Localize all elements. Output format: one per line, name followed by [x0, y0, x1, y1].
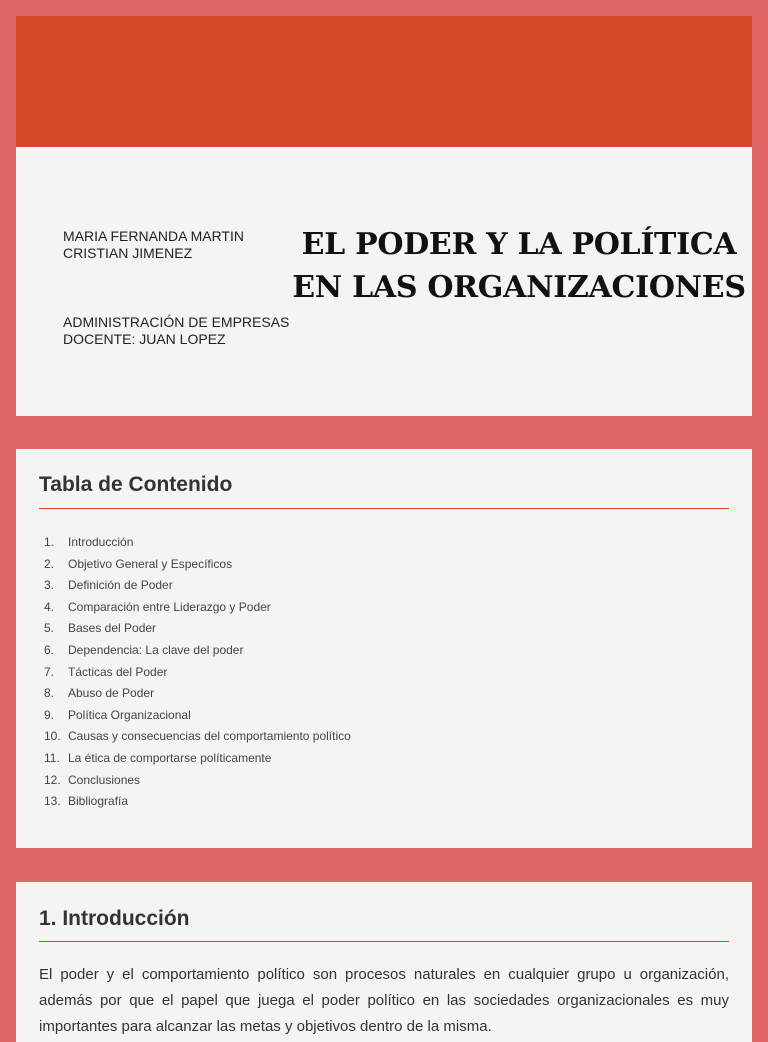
toc-item-number: 8. — [44, 686, 55, 701]
toc-item — [44, 748, 351, 770]
toc-item-label: Definición de Poder — [68, 578, 173, 593]
toc-item — [44, 575, 351, 597]
intro-slide — [16, 882, 752, 1042]
authors-block — [63, 228, 244, 262]
toc-item-number: 9. — [44, 707, 55, 722]
toc-divider — [39, 508, 729, 509]
toc-item-number: 1. — [44, 535, 55, 549]
toc-item-number: 12. — [44, 772, 61, 787]
toc-item — [44, 791, 351, 813]
toc-item-number: 4. — [44, 599, 55, 614]
toc-item-label: Bibliografía — [68, 794, 129, 809]
title-color-band — [16, 16, 752, 147]
toc-item — [44, 662, 351, 684]
toc-item-label: Bases del Poder — [68, 621, 157, 636]
toc-item-label: Causas y consecuencias del comportamiento político — [68, 729, 351, 744]
toc-item — [44, 683, 351, 705]
toc-item-number: 6. — [44, 642, 55, 657]
toc-item — [44, 640, 351, 662]
toc-item-number: 13. — [44, 794, 61, 809]
toc-item-label: Abuso de Poder — [68, 686, 155, 701]
teacher-name: DOCENTE: JUAN LOPEZ — [63, 331, 226, 347]
course-block — [63, 314, 289, 348]
presentation-title — [286, 223, 752, 309]
toc-item — [44, 554, 351, 576]
title-slide — [16, 16, 752, 416]
toc-item-number: 5. — [44, 621, 55, 636]
author-2: CRISTIAN JIMENEZ — [63, 245, 193, 261]
toc-item-label: Introducción — [68, 535, 134, 549]
toc-item-label: Dependencia: La clave del poder — [68, 642, 244, 657]
author-1: MARIA FERNANDA MARTIN — [63, 228, 244, 244]
toc-list — [44, 532, 351, 813]
intro-paragraph: El poder y el comportamiento político son procesos naturales en cualquier grupo u organización, además por que el papel que juega el poder político en las sociedades organizacionales es muy importantes para alcanzar las metas y objetivos dentro de la misma. — [39, 966, 729, 1035]
title-line-2: EN LAS ORGANIZACIONES — [292, 270, 746, 305]
toc-item-label: La ética de comportarse políticamente — [68, 750, 272, 765]
toc-item — [44, 597, 351, 619]
toc-item — [44, 726, 351, 748]
toc-heading: Tabla de Contenido — [39, 473, 233, 496]
toc-item-number: 3. — [44, 578, 55, 593]
toc-item-number: 11. — [44, 750, 60, 765]
toc-item — [44, 770, 351, 792]
toc-item-label: Comparación entre Liderazgo y Poder — [68, 599, 271, 614]
toc-slide — [16, 449, 752, 848]
toc-item-label: Conclusiones — [68, 772, 141, 787]
toc-item — [44, 705, 351, 727]
toc-item — [44, 532, 351, 554]
title-line-1: EL PODER Y LA POLÍTICA — [301, 227, 737, 262]
toc-item-label: Política Organizacional — [68, 707, 191, 722]
toc-item-label: Tácticas del Poder — [68, 664, 168, 679]
toc-item-number: 7. — [44, 664, 55, 679]
toc-item-number: 10. — [44, 729, 61, 744]
intro-heading: 1. Introducción — [39, 907, 190, 930]
toc-item-label: Objetivo General y Específicos — [68, 556, 233, 571]
toc-item — [44, 618, 351, 640]
course-name: ADMINISTRACIÓN DE EMPRESAS — [63, 314, 290, 330]
toc-item-number: 2. — [44, 556, 55, 571]
intro-divider — [39, 941, 729, 942]
